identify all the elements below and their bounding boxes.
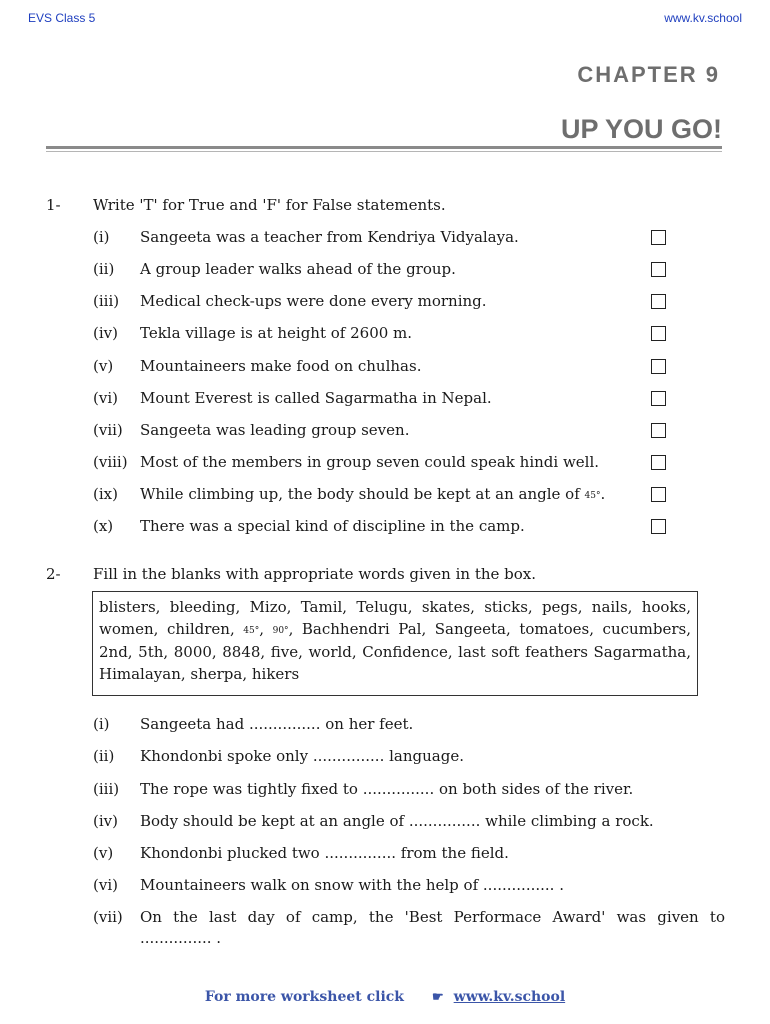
tf-item bbox=[93, 421, 673, 443]
title-divider bbox=[46, 146, 722, 149]
tf-item-text: Sangeeta was leading group seven. bbox=[140, 421, 410, 439]
tf-item-text: Sangeeta was a teacher from Kendriya Vidyalaya. bbox=[140, 228, 519, 246]
tf-item-text: There was a special kind of discipline in the camp. bbox=[140, 517, 525, 535]
header-left-text: EVS Class 5 bbox=[28, 11, 96, 25]
fill-item-continuation: ............... . bbox=[140, 929, 222, 947]
tf-answer-box[interactable] bbox=[651, 230, 666, 245]
fill-item-number: (iii) bbox=[93, 780, 120, 798]
word-bank-separator: , bbox=[259, 619, 273, 638]
fill-item bbox=[93, 908, 725, 952]
tf-answer-box[interactable] bbox=[651, 519, 666, 534]
question-1-number: 1- bbox=[46, 196, 61, 214]
chapter-number: CHAPTER 9 bbox=[577, 62, 720, 87]
tf-item bbox=[93, 260, 673, 282]
tf-answer-box[interactable] bbox=[651, 423, 666, 438]
tf-item-text: Mountaineers make food on chulhas. bbox=[140, 357, 422, 375]
tf-answer-box[interactable] bbox=[651, 455, 666, 470]
fill-item-text: On the last day of camp, the 'Best Performace Award' was given to bbox=[140, 908, 725, 926]
fill-item-text: Mountaineers walk on snow with the help of ............... . bbox=[140, 876, 564, 894]
tf-item-text: Tekla village is at height of 2600 m. bbox=[140, 324, 413, 342]
tf-item-text-part: While climbing up, the body should be kept at an angle of bbox=[140, 485, 585, 503]
tf-answer-box[interactable] bbox=[651, 391, 666, 406]
tf-answer-box[interactable] bbox=[651, 294, 666, 309]
tf-item-number: (i) bbox=[93, 228, 110, 246]
fill-item-number: (ii) bbox=[93, 747, 115, 765]
question-2-number: 2- bbox=[46, 565, 61, 583]
tf-item bbox=[93, 324, 673, 346]
tf-item-text bbox=[140, 485, 605, 503]
title-divider-thin bbox=[46, 151, 722, 152]
angle-value: 45° bbox=[584, 491, 601, 501]
tf-answer-box[interactable] bbox=[651, 359, 666, 374]
angle-value: 90° bbox=[272, 625, 289, 636]
angle-value: 45° bbox=[243, 625, 260, 636]
header-site-link[interactable]: www.kv.school bbox=[664, 11, 742, 25]
fill-item-text: Body should be kept at an angle of ............... while climbing a rock. bbox=[140, 812, 654, 830]
fill-item-text: Khondonbi plucked two ............... from the field. bbox=[140, 844, 509, 862]
question-2-prompt: Fill in the blanks with appropriate words given in the box. bbox=[93, 565, 537, 583]
word-bank-text: blisters, bleeding, Mizo, Tamil, Telugu, skates, sticks, pegs, nails, hooks, women, children, bbox=[99, 598, 691, 638]
fill-item-number: (i) bbox=[93, 715, 110, 733]
tf-item-text: Most of the members in group seven could speak hindi well. bbox=[140, 453, 600, 471]
tf-item-text: A group leader walks ahead of the group. bbox=[140, 260, 456, 278]
word-bank-text: , Bachhendri Pal, Sangeeta, tomatoes, cucumbers, 2nd, 5th, 8000, 8848, five, world, Confidence, last soft feathers Sagarmatha, Himalayan, sherpa, hikers bbox=[99, 619, 691, 683]
fill-item-number: (vii) bbox=[93, 908, 123, 926]
tf-item bbox=[93, 228, 673, 250]
tf-item-number: (iv) bbox=[93, 324, 118, 342]
tf-item bbox=[93, 292, 673, 314]
question-1-prompt: Write 'T' for True and 'F' for False statements. bbox=[93, 196, 446, 214]
tf-item-number: (vi) bbox=[93, 389, 118, 407]
pointing-hand-icon: ☛ bbox=[431, 990, 444, 1005]
tf-item-number: (iii) bbox=[93, 292, 120, 310]
tf-answer-box[interactable] bbox=[651, 326, 666, 341]
tf-item-number: (viii) bbox=[93, 453, 128, 471]
tf-answer-box[interactable] bbox=[651, 487, 666, 502]
tf-answer-box[interactable] bbox=[651, 262, 666, 277]
chapter-title: UP YOU GO! bbox=[560, 114, 722, 144]
tf-item bbox=[93, 389, 673, 411]
tf-item-number: (ix) bbox=[93, 485, 118, 503]
fill-item-number: (iv) bbox=[93, 812, 118, 830]
fill-item-text: The rope was tightly fixed to ............... on both sides of the river. bbox=[140, 780, 634, 798]
tf-item-number: (v) bbox=[93, 357, 114, 375]
footer bbox=[0, 989, 770, 1005]
tf-item-text-end: . bbox=[600, 485, 606, 503]
tf-item bbox=[93, 453, 673, 475]
tf-item-text: Medical check-ups were done every morning. bbox=[140, 292, 487, 310]
tf-item-number: (ii) bbox=[93, 260, 115, 278]
fill-item-text: Khondonbi spoke only ............... language. bbox=[140, 747, 464, 765]
word-bank-box bbox=[92, 591, 698, 696]
tf-item-number: (vii) bbox=[93, 421, 123, 439]
tf-item-text: Mount Everest is called Sagarmatha in Nepal. bbox=[140, 389, 492, 407]
tf-item bbox=[93, 485, 673, 507]
fill-item-number: (v) bbox=[93, 844, 114, 862]
tf-item bbox=[93, 517, 673, 539]
fill-item-number: (vi) bbox=[93, 876, 118, 894]
tf-item-number: (x) bbox=[93, 517, 114, 535]
fill-item-text: Sangeeta had ............... on her feet. bbox=[140, 715, 414, 733]
footer-link[interactable]: www.kv.school bbox=[453, 989, 566, 1005]
tf-item bbox=[93, 357, 673, 379]
footer-text: For more worksheet click bbox=[204, 989, 404, 1005]
